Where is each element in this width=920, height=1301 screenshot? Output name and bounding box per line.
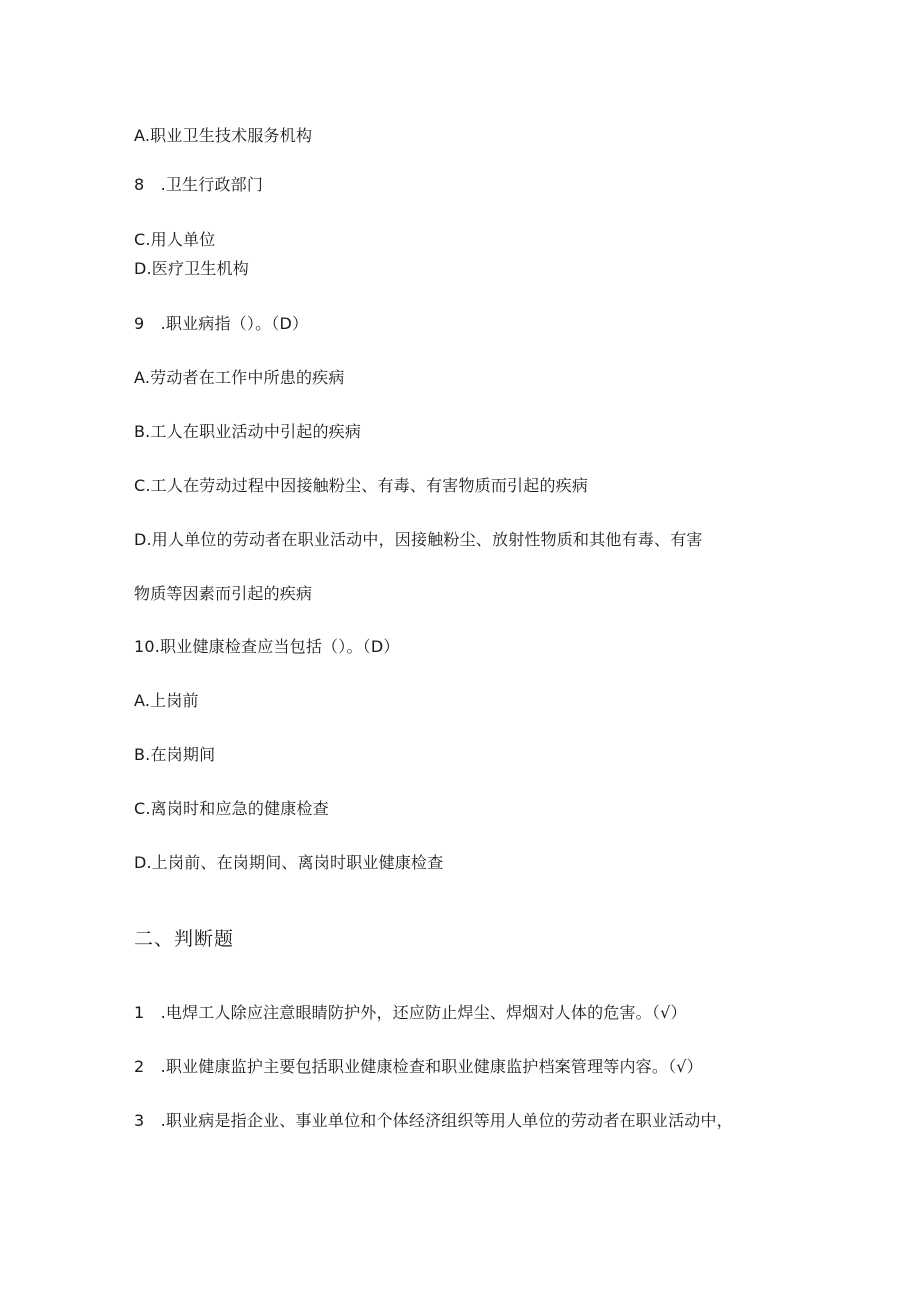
question-10-option-a: A.上岗前 (134, 691, 199, 710)
question-10: 10.职业健康检查应当包括（）。（D） (134, 637, 400, 656)
question-9-option-c: C.工人在劳动过程中因接触粉尘、有毒、有害物质而引起的疾病 (134, 476, 589, 495)
question-9-option-a: A.劳动者在工作中所患的疾病 (134, 368, 345, 387)
question-10-option-c: C.离岗时和应急的健康检查 (134, 799, 329, 818)
judgment-item-3: 3 .职业病是指企业、事业单位和个体经济组织等用人单位的劳动者在职业活动中， (134, 1111, 733, 1130)
question-9-option-b: B.工人在职业活动中引起的疾病 (134, 422, 362, 441)
question-9-option-d: D.用人单位的劳动者在职业活动中，因接触粉尘、放射性物质和其他有毒、有害 (134, 530, 703, 549)
option-a-occupational-health-service: A.职业卫生技术服务机构 (134, 126, 313, 145)
judgment-item-1: 1 .电焊工人除应注意眼睛防护外，还应防止焊尘、焊烟对人体的危害。（√） (134, 1003, 687, 1022)
option-c-employer: C.用人单位 (134, 230, 216, 249)
judgment-item-2: 2 .职业健康监护主要包括职业健康检查和职业健康监护档案管理等内容。（√） (134, 1057, 703, 1076)
question-9: 9 .职业病指（）。（D） (134, 314, 309, 333)
question-9-option-d-continued: 物质等因素而引起的疾病 (134, 584, 313, 603)
section-heading-judgment: 二、判断题 (134, 928, 235, 950)
question-10-option-b: B.在岗期间 (134, 745, 216, 764)
question-10-option-d: D.上岗前、在岗期间、离岗时职业健康检查 (134, 853, 444, 872)
option-d-medical-institution: D.医疗卫生机构 (134, 259, 250, 278)
option-b-health-admin-dept: 8 .卫生行政部门 (134, 175, 264, 194)
